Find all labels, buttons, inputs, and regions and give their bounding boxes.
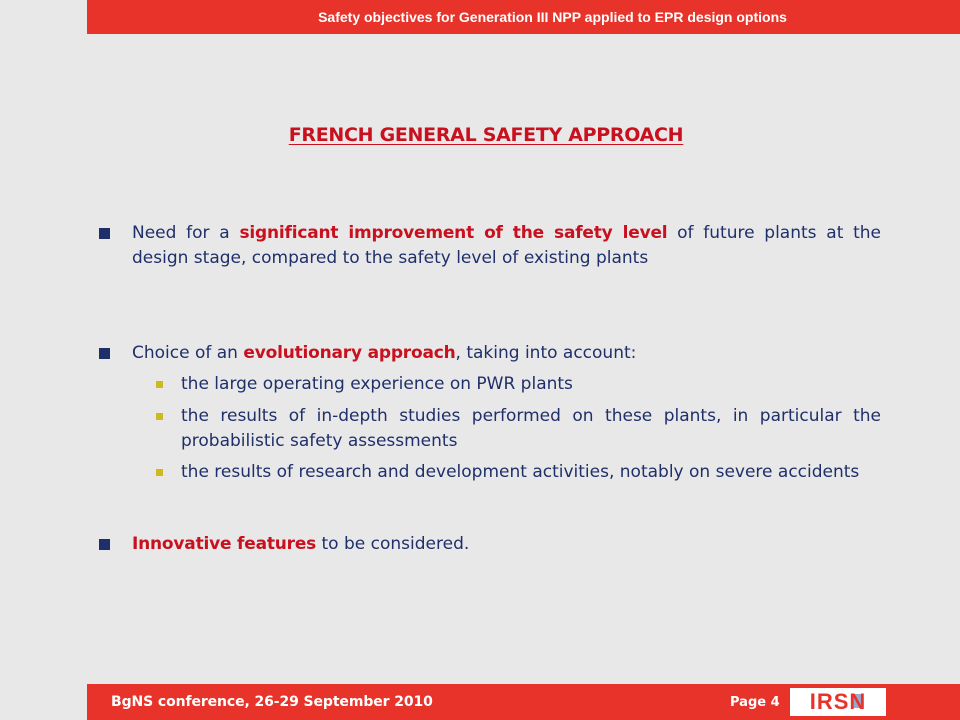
emphasis-text: evolutionary approach: [243, 343, 456, 363]
footer-bar: [87, 684, 960, 720]
square-bullet-icon: [99, 228, 110, 239]
slide-title: [0, 124, 960, 146]
slide-title-text: FRENCH GENERAL SAFETY APPROACH: [288, 124, 684, 146]
bullet-text: Need for a significant improvement of the safety level of future plants at the design stage, compared to the safety level of existing plants: [132, 223, 881, 268]
header-title: Safety objectives for Generation III NPP applied to EPR design options: [318, 9, 787, 25]
sub-bullet-item: [156, 372, 881, 397]
emphasis-text: significant improvement of the safety level: [239, 223, 668, 243]
header-bar: [87, 0, 960, 34]
small-square-bullet-icon: [156, 469, 163, 476]
sub-bullet-item: [156, 404, 881, 454]
page-number: Page 4: [730, 695, 780, 710]
bullet-item: [99, 532, 881, 557]
conference-label: BgNS conference, 26-29 September 2010: [111, 694, 433, 710]
small-square-bullet-icon: [156, 381, 163, 388]
bullet-item: [99, 341, 881, 366]
bullet-text: Choice of an evolutionary approach, taking into account:: [132, 343, 637, 363]
small-square-bullet-icon: [156, 413, 163, 420]
bullet-item: [99, 221, 881, 271]
emphasis-text: Innovative features: [132, 534, 317, 554]
sub-bullet-text: the large operating experience on PWR plants: [181, 374, 573, 394]
square-bullet-icon: [99, 539, 110, 550]
square-bullet-icon: [99, 348, 110, 359]
sub-bullet-text: the results of research and development activities, notably on severe accidents: [181, 462, 860, 482]
sub-bullet-text: the results of in-depth studies performed on these plants, in particular the probabilistic safety assessments: [181, 406, 881, 451]
sub-bullet-item: [156, 460, 881, 485]
bullet-text: Innovative features to be considered.: [132, 534, 470, 554]
irsn-logo: IRS N: [790, 688, 886, 716]
